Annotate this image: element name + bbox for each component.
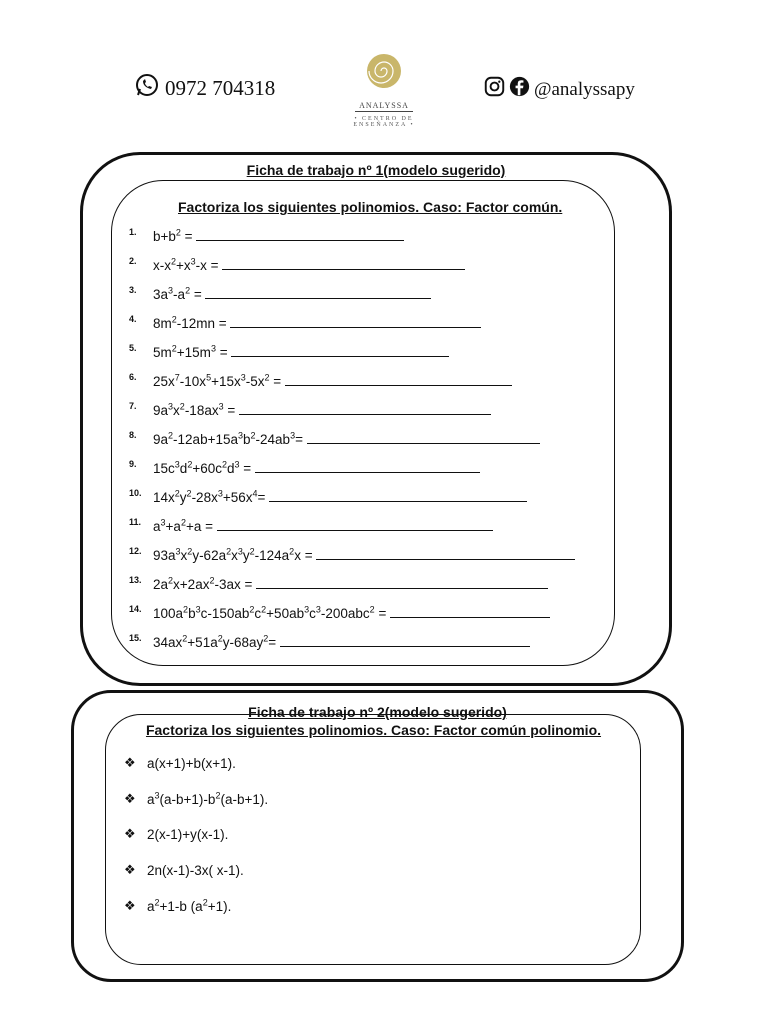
exercise-expression: $a^3+a^2+a$ = [153,517,217,534]
worksheet-1-title: Ficha de trabajo nº 1(modelo sugerido) [246,162,506,178]
exercise-expression: $34ax^2+51a^2y-68ay^2=$ [153,633,280,650]
item-number: 3. [129,285,137,295]
answer-blank[interactable] [230,315,481,328]
item-number: 4. [129,314,137,324]
instagram-icon [484,76,505,103]
answer-blank[interactable] [205,286,431,299]
exercise-item [153,460,480,476]
answer-blank[interactable] [390,605,550,618]
worksheet-1-panel [111,180,615,666]
exercise-expression: $9a^2-12ab+15a^3b^2-24ab^3=$ [153,430,307,447]
answer-blank[interactable] [316,547,575,560]
bullet-diamond-icon: ❖ [124,862,136,877]
exercise-expression: $9a^3x^2-18ax^3$ = [153,401,239,418]
exercise-item: $a^2+1-b$ $(a^2+1)$. [147,897,232,914]
brand-logo [332,52,436,128]
exercise-item [153,547,575,563]
item-number: 13. [129,575,142,585]
bullet-diamond-icon: ❖ [124,755,136,770]
exercise-item [153,257,465,273]
item-number: 6. [129,372,137,382]
answer-blank[interactable] [307,431,540,444]
exercise-expression: $14x^2y^2-28x^3+56x^4=$ [153,488,270,505]
answer-blank[interactable] [280,634,530,647]
exercise-item [153,373,512,389]
bullet-diamond-icon: ❖ [124,826,136,841]
bullet-diamond-icon: ❖ [124,898,136,913]
page-header [0,0,768,140]
item-number: 14. [129,604,142,614]
item-number: 7. [129,401,137,411]
exercise-expression: $100a^2b^3c-150ab^2c^2+50ab^3c^3-200abc^2$ = [153,604,391,621]
exercise-item: 2(x-1)+y(x-1). [147,827,229,842]
exercise-item: a(x+1)+b(x+1). [147,756,236,771]
exercise-expression: $3a^3-a^2$ = [153,285,206,302]
exercise-item [153,431,540,447]
exercise-expression: $b+b^2$ = [153,227,197,244]
exercise-item [153,518,493,534]
exercise-expression: $x-x^2+x^3-x$ = [153,256,223,273]
worksheet-2-title: Ficha de trabajo nº 2(modelo sugerido) [248,704,507,720]
exercise-item [153,344,449,360]
shell-icon [362,52,406,90]
exercise-expression: $5m^2+15m^3$ = [153,343,232,360]
answer-blank[interactable] [239,402,491,415]
exercise-expression: $15c^3d^2+60c^2d^3$ = [153,459,255,476]
answer-blank[interactable] [231,344,449,357]
item-number: 15. [129,633,142,643]
bullet-diamond-icon: ❖ [124,791,136,806]
brand-subtitle: • CENTRO DE ENSEÑANZA • [353,116,415,128]
phone-number: 0972 704318 [165,75,276,100]
exercise-item: 2n(x-1)-3x( x-1). [147,863,244,878]
exercise-expression: $93a^3x^2y-62a^2x^3y^2-124a^2x$ = [153,546,317,563]
exercise-item [153,315,481,331]
item-number: 5. [129,343,137,353]
facebook-icon [509,76,530,103]
exercise-item: $a^3(a-b+1)-b^2(a-b+1)$. [147,790,269,807]
social-handle: @analyssapy [534,78,635,100]
whatsapp-icon [135,73,159,103]
answer-blank[interactable] [269,489,527,502]
social-contact [484,76,635,103]
answer-blank[interactable] [255,460,480,473]
item-number: 1. [129,227,137,237]
phone-contact [135,73,275,103]
exercise-item [153,576,548,592]
answer-blank[interactable] [222,257,465,270]
answer-blank[interactable] [256,576,548,589]
item-number: 10. [129,488,142,498]
exercise-item [153,228,404,244]
exercise-item [153,489,527,505]
item-number: 2. [129,256,137,266]
worksheet-2-instruction: Factoriza los siguientes polinomios. Caso: Factor común polinomio. [145,722,602,738]
brand-name: ANALYSSA [355,101,413,112]
item-number: 9. [129,459,137,469]
exercise-expression: $25x^7-10x^5+15x^3-5x^2$ = [153,372,285,389]
exercise-expression: $2a^2x+2ax^2-3ax$ = [153,575,257,592]
item-number: 8. [129,430,137,440]
exercise-item [153,634,530,650]
worksheet-1-instruction: Factoriza los siguientes polinomios. Caso: Factor común. [178,199,563,215]
answer-blank[interactable] [196,228,404,241]
item-number: 11. [129,517,142,527]
exercise-item [153,605,550,621]
item-number: 12. [129,546,142,556]
answer-blank[interactable] [217,518,493,531]
exercise-expression: $8m^2-12mn$ = [153,314,231,331]
exercise-item [153,286,431,302]
answer-blank[interactable] [285,373,512,386]
exercise-item [153,402,491,418]
